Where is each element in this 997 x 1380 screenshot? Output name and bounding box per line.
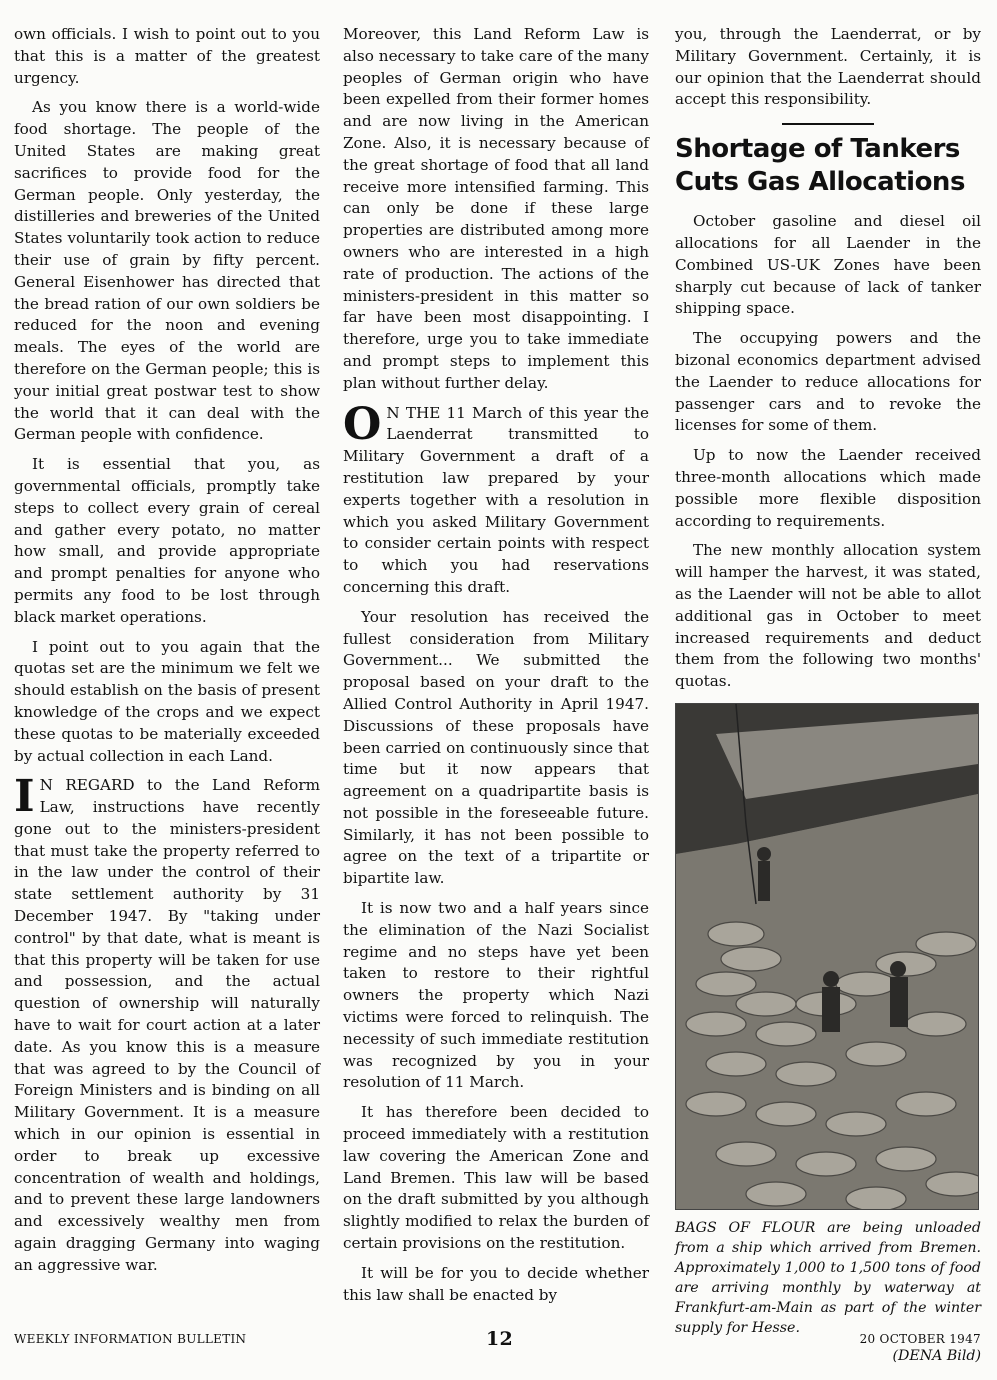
column-1 <box>14 24 320 1285</box>
page-footer <box>14 1328 981 1352</box>
paragraph: own officials. I wish to point out to you that this is a matter of the greatest urgency. <box>14 25 320 87</box>
headline-line-1: Shortage of Tankers <box>675 134 960 165</box>
divider <box>782 123 874 125</box>
article-headline <box>675 133 981 199</box>
drop-cap: O <box>343 398 382 450</box>
paragraph: The new monthly allocation system will hamper the harvest, it was stated, as the Laender will not be able to allot additional gas in October to meet increased requirements and deduct them from the following two months' quotas. <box>675 541 981 691</box>
paragraph: Up to now the Laender received three-month allocations which made possible more flexible disposition according to requirements. <box>675 446 981 530</box>
page-number: 12 <box>486 1328 514 1350</box>
paragraph: I point out to you again that the quotas set are the minimum we felt we should establish on the basis of present knowledge of the crops and we expect these quotas to be materially exceeded by actual collection in each Land. <box>14 637 320 765</box>
photo-caption: BAGS OF FLOUR are being unloaded from a ship which arrived from Bremen. Approximately 1,000 to 1,500 tons of food are arriving monthly by waterway at Frankfurt-am-Main as part of the winter supply for Hesse. <box>675 1219 981 1336</box>
paragraph: Your resolution has received the fullest consideration from Military Government... We submitted the proposal based on your draft to the Allied Control Authority in April 1947. Discussions of these proposals have been carried on continuously since that time but it now appears that agreement on a quadripartite basis is not possible in the foreseeable future. Similarly, it has not been possible to agree on the text of a tripartite or bipartite law. <box>343 607 649 888</box>
issue-date: 20 OCTOBER 1947 <box>859 1332 981 1346</box>
paragraph: The occupying powers and the bizonal economics department advised the Laender to reduce allocations for passenger cars and to revoke the licenses for some of them. <box>675 329 981 435</box>
paragraph: It will be for you to decide whether this law shall be enacted by <box>343 1263 649 1304</box>
paragraph-text: N REGARD to the Land Reform Law, instructions have recently gone out to the ministers-president that must take the property referred to in the law under the control of their state settlement authority by 31 December 1947. By "taking under control" by that date, what is meant is that this property will be taken for use and possession, and the actual question of ownership will naturally have to wait for court action at a later date. As you know this is a measure that was agreed to by the Council of Foreign Ministers and is binding on all Military Government. It is a measure which in our opinion is essential in order to break up excessive concentration of wealth and holdings, and to prevent these large landowners and excessively wealthy men from again dragging Germany into waging an aggressive war. <box>14 776 320 1274</box>
paragraph: As you know there is a world-wide food shortage. The people of the United States are making great sacrifices to provide food for the German people. Only yesterday, the distilleries and breweries of the United States voluntarily took action to reduce their use of grain by fifty percent. General Eisenhower has directed that the bread ration of our own soldiers be reduced for the noon and evening meals. The eyes of the world are therefore on the German people; this is your initial great postwar test to show the world that it can deal with the German people with confidence. <box>14 98 320 444</box>
paragraph: October gasoline and diesel oil allocations for all Laender in the Combined US-UK Zones have been sharply cut because of lack of tanker shipping space. <box>675 212 981 318</box>
column-3 <box>675 24 981 1366</box>
drop-cap: I <box>14 771 35 823</box>
column-2 <box>343 24 649 1314</box>
paragraph-land-reform <box>14 771 320 1276</box>
paragraph-restitution <box>343 398 649 599</box>
publication-name: WEEKLY INFORMATION BULLETIN <box>14 1332 247 1346</box>
paragraph: It is essential that you, as governmental officials, promptly take steps to collect every grain of cereal and gather every potato, no matter how small, and provide appropriate and prompt penalties for anyone who permits any food to be lost through black market operations. <box>14 455 320 626</box>
paragraph: Moreover, this Land Reform Law is also necessary to take care of the many peoples of German origin who have been expelled from their former homes and are now living in the American Zone. Also, it is necessary because of the great shortage of food that all land receive more intensified farming. This can only be done if these large properties are distributed among more owners who are interested in a high rate of production. The actions of the ministers-president in this matter so far have been most disappointing. I therefore, urge you to take immediate and prompt steps to implement this plan without further delay. <box>343 25 649 392</box>
flour-bags-photo <box>675 703 979 1210</box>
paragraph: you, through the Laenderrat, or by Military Government. Certainly, it is our opinion that the Laenderrat should accept this responsibility. <box>675 25 981 109</box>
paragraph: It is now two and a half years since the elimination of the Nazi Socialist regime and no steps have yet been taken to restore to their rightful owners the property which Nazi victims were forced to relinquish. The necessity of such immediate restitution was recognized by you in your resolution of 11 March. <box>343 899 649 1092</box>
paragraph: It has therefore been decided to proceed immediately with a restitution law covering the American Zone and Land Bremen. This law will be based on the draft submitted by you although slightly modified to relax the burden of certain provisions on the restitution. <box>343 1103 649 1253</box>
photo-credit: (DENA Bild) <box>892 1347 981 1364</box>
paragraph-text: N THE 11 March of this year the Laenderrat transmitted to Military Government a draft of a restitution law prepared by your experts together with a resolution in which you asked Military Government to consider certain points with respect to which you had reservations concerning this draft. <box>343 403 649 596</box>
headline-line-2: Cuts Gas Allocations <box>675 167 965 198</box>
